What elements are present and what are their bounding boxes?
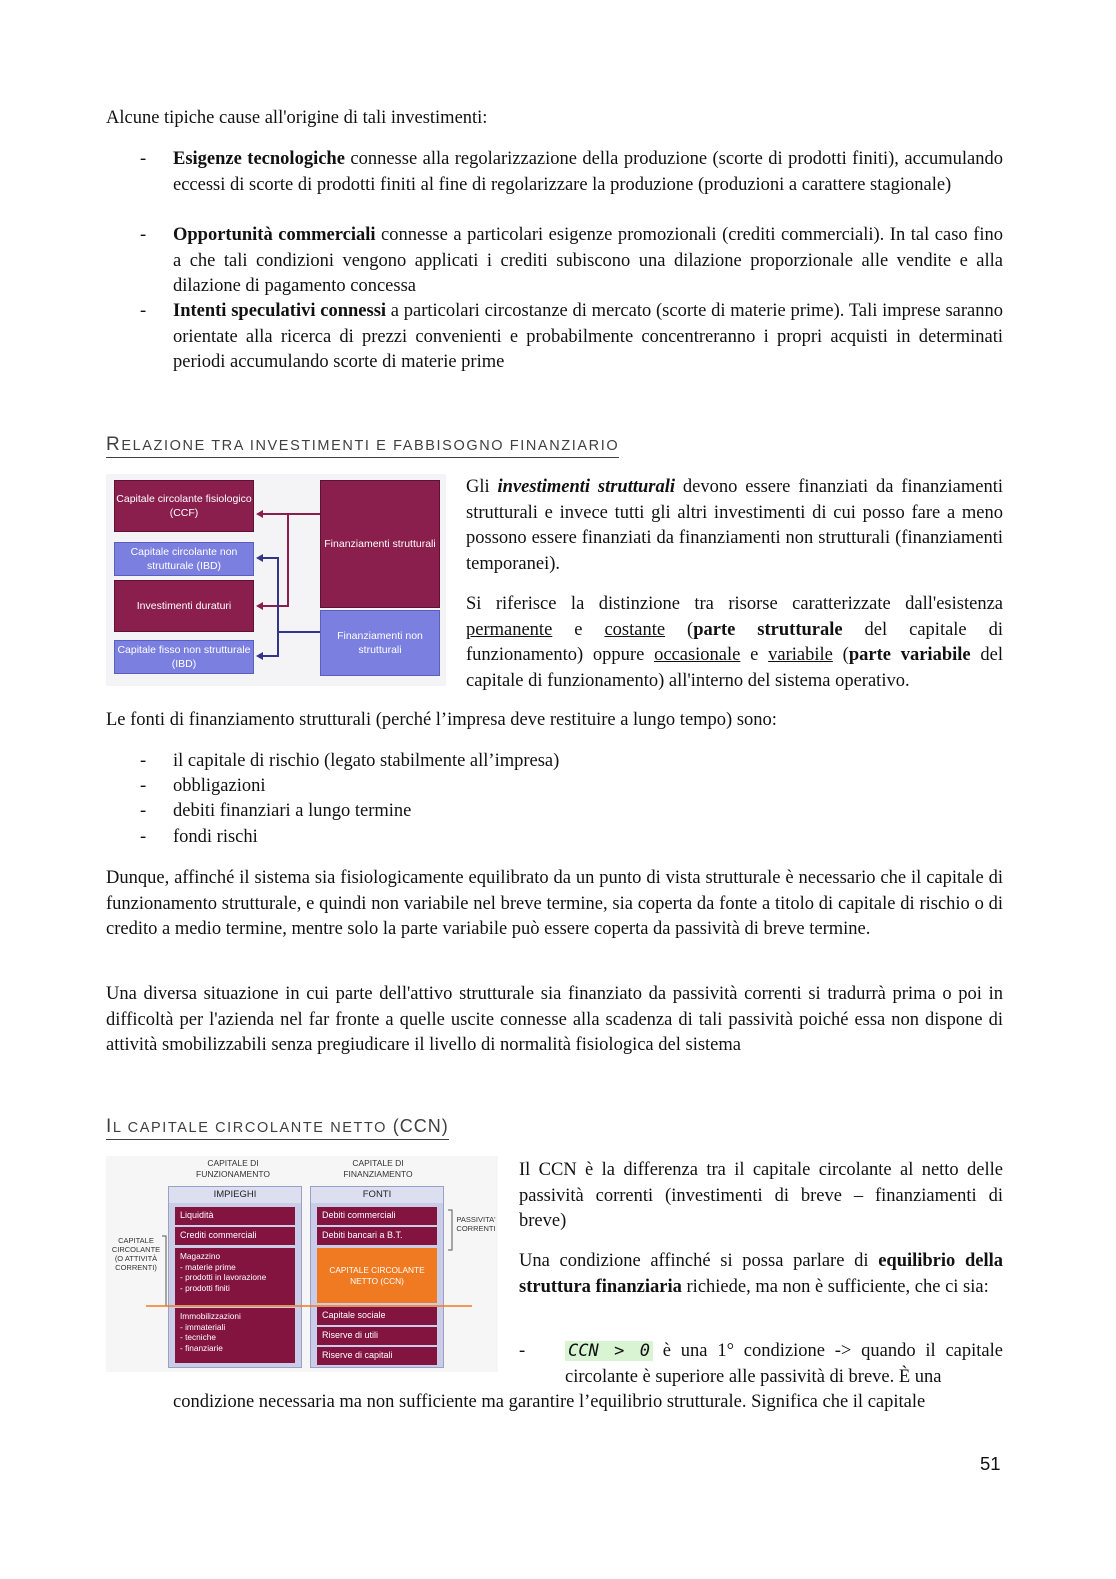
cell-magazzino: Magazzino - materie prime - prodotti in lavorazione - prodotti finiti xyxy=(175,1248,295,1306)
list-item: - obbligazioni xyxy=(140,776,266,796)
cause-text: connesse a particolari esigenze promozionali (crediti commerciali). In tal caso fino a che tali condizioni vengono applicati i crediti subiscono una dilazione proporzionale alle vendite e alla dilazione di pagamento concessa xyxy=(173,225,1003,296)
cell-debiti-bancari: Debiti bancari a B.T. xyxy=(317,1227,437,1246)
cell-liquidita: Liquidità xyxy=(175,1207,295,1226)
list-item: - Opportunità commerciali connesse a particolari esigenze promozionali (crediti commerciali). In tal caso fino a che tali condizioni vengono applicati i crediti subiscono una dilazione proporzionale alle vendite e alla dilazione di pagamento concessa xyxy=(140,225,1003,296)
section-heading-ccn: IL CAPITALE CIRCOLANTE NETTO (CCN) xyxy=(106,1116,449,1140)
label-capitale-circolante: CAPITALE CIRCOLANTE (O ATTIVITÀ CORRENTI) xyxy=(111,1236,161,1272)
box-finanziamenti-strutturali: Finanziamenti strutturali xyxy=(320,480,440,608)
cell-debiti-commerciali: Debiti commerciali xyxy=(317,1207,437,1226)
box-investimenti-duraturi: Investimenti duraturi xyxy=(114,580,254,632)
list-item: - Esigenze tecnologiche connesse alla regolarizzazione della produzione (scorte di prodotti finiti), accumulando eccessi di scorte di prodotti finiti al fine di regolarizzare la produzione (produzioni a carattere stagionale) xyxy=(140,149,1004,195)
list-item: - Intenti speculativi connessi a particolari circostanze di mercato (scorte di materie prime). Tali imprese saranno orientate alla ricerca di prezzi convenienti e probabilmente concentreranno i propri acquisti in determinati periodi accumulando scorte di materie prime xyxy=(140,301,1003,372)
list-item: - il capitale di rischio (legato stabilmente all’impresa) xyxy=(140,751,560,771)
intro-text: Alcune tipiche cause all'origine di tali investimenti: xyxy=(106,108,488,128)
paragraph-investimenti-strutturali: Gli investimenti strutturali devono essere finanziati da finanziamenti strutturali e invece tutti gli altri investimenti di cui posso fare a meno possono essere finanziati da finanziamenti non strutturali (finanziamenti temporanei). xyxy=(466,477,1003,574)
diagram-lines xyxy=(106,1156,498,1372)
cause-text: connesse alla regolarizzazione della produzione (scorte di prodotti finiti), accumulando eccessi di scorte di prodotti finiti al fine di regolarizzare la produzione (produzioni a carattere stagionale) xyxy=(173,149,1004,195)
cell-ccn: CAPITALE CIRCOLANTE NETTO (CCN) xyxy=(317,1248,437,1304)
header-capitale-funzionamento: CAPITALE DI FUNZIONAMENTO xyxy=(196,1158,270,1179)
section-heading-relazione: RELAZIONE TRA INVESTIMENTI E FABBISOGNO FINANZIARIO xyxy=(106,434,619,458)
paragraph-diversa-situazione: Una diversa situazione in cui parte dell'attivo strutturale sia finanziato da passività correnti si tradurrà prima o poi in difficoltà per l'azienda nel far fronte a quelle uscite connesse alla scadenza di tali passività poiché essa non dispone di attività smobilizzabili senza pregiudicare il livello di normalità fisiologica del sistema xyxy=(106,984,1003,1055)
sources-intro: Le fonti di finanziamento strutturali (perché l’impresa deve restituire a lungo tempo) sono: xyxy=(106,710,777,730)
cell-crediti-commerciali: Crediti commerciali xyxy=(175,1227,295,1246)
ccn-formula: CCN > 0 xyxy=(565,1341,653,1361)
impieghi-title: IMPIEGHI xyxy=(169,1187,301,1203)
paragraph-distinzione-risorse: Si riferisce la distinzione tra risorse caratterizzate dall'esistenza permanente e costante (parte strutturale del capitale di funzionamento) oppure occasionale e variabile (parte variabile del capitale di funzionamento) all'interno del sistema operativo. xyxy=(466,594,1003,691)
box-capitale-circolante-fisiologico: Capitale circolante fisiologico (CCF) xyxy=(114,480,254,532)
connector-arrows xyxy=(106,474,446,686)
financing-diagram xyxy=(106,474,446,686)
fonti-title: FONTI xyxy=(311,1187,443,1203)
paragraph-equilibrio-strutturale: Dunque, affinché il sistema sia fisiologicamente equilibrato da un punto di vista strutturale è necessario che il capitale di funzionamento strutturale, e quindi non variabile nel breve termine, sia coperta da fonte a titolo di capitale di rischio o di credito a medio termine, mentre solo la parte variabile può essere coperta da passività di breve termine. xyxy=(106,868,1003,939)
list-item: - debiti finanziari a lungo termine xyxy=(140,801,412,821)
condition-continuation: condizione necessaria ma non sufficiente ma garantire l’equilibrio strutturale. Significa che il capitale xyxy=(173,1392,926,1412)
box-finanziamenti-non-strutturali: Finanziamenti non strutturali xyxy=(320,610,440,676)
cell-riserve-capitali: Riserve di capitali xyxy=(317,1347,437,1366)
cause-title: Opportunità commerciali xyxy=(173,225,376,245)
box-capitale-circolante-non-strutturale: Capitale circolante non strutturale (IBD) xyxy=(114,542,254,576)
header-capitale-finanziamento: CAPITALE DI FINANZIAMENTO xyxy=(343,1158,413,1179)
ccn-diagram xyxy=(106,1156,498,1372)
cause-title: Intenti speculativi connessi xyxy=(173,301,387,321)
cause-title: Esigenze tecnologiche xyxy=(173,149,345,169)
cell-immobilizzazioni: Immobilizzazioni - immateriali - tecniche - finanziarie xyxy=(175,1308,295,1364)
cause-text: a particolari circostanze di mercato (scorte di materie prime). Tali imprese saranno orientate alla ricerca di prezzi convenienti e probabilmente concentreranno i propri acquisti in determinati periodi accumulando scorte di materie prime xyxy=(173,301,1003,372)
label-passivita-correnti: PASSIVITA' CORRENTI xyxy=(456,1215,496,1233)
page-number: 51 xyxy=(980,1453,1001,1474)
cell-capitale-sociale: Capitale sociale xyxy=(317,1307,437,1326)
paragraph-condizione-equilibrio: Una condizione affinché si possa parlare di equilibrio della struttura finanziaria richiede, ma non è sufficiente, che ci sia: xyxy=(519,1251,1003,1297)
box-capitale-fisso-non-strutturale: Capitale fisso non strutturale (IBD) xyxy=(114,640,254,674)
list-item: - fondi rischi xyxy=(140,827,258,847)
cell-riserve-utili: Riserve di utili xyxy=(317,1327,437,1346)
paragraph-ccn-definizione: Il CCN è la differenza tra il capitale circolante al netto delle passività correnti (investimenti di breve – finanziamenti di breve) xyxy=(519,1160,1003,1231)
